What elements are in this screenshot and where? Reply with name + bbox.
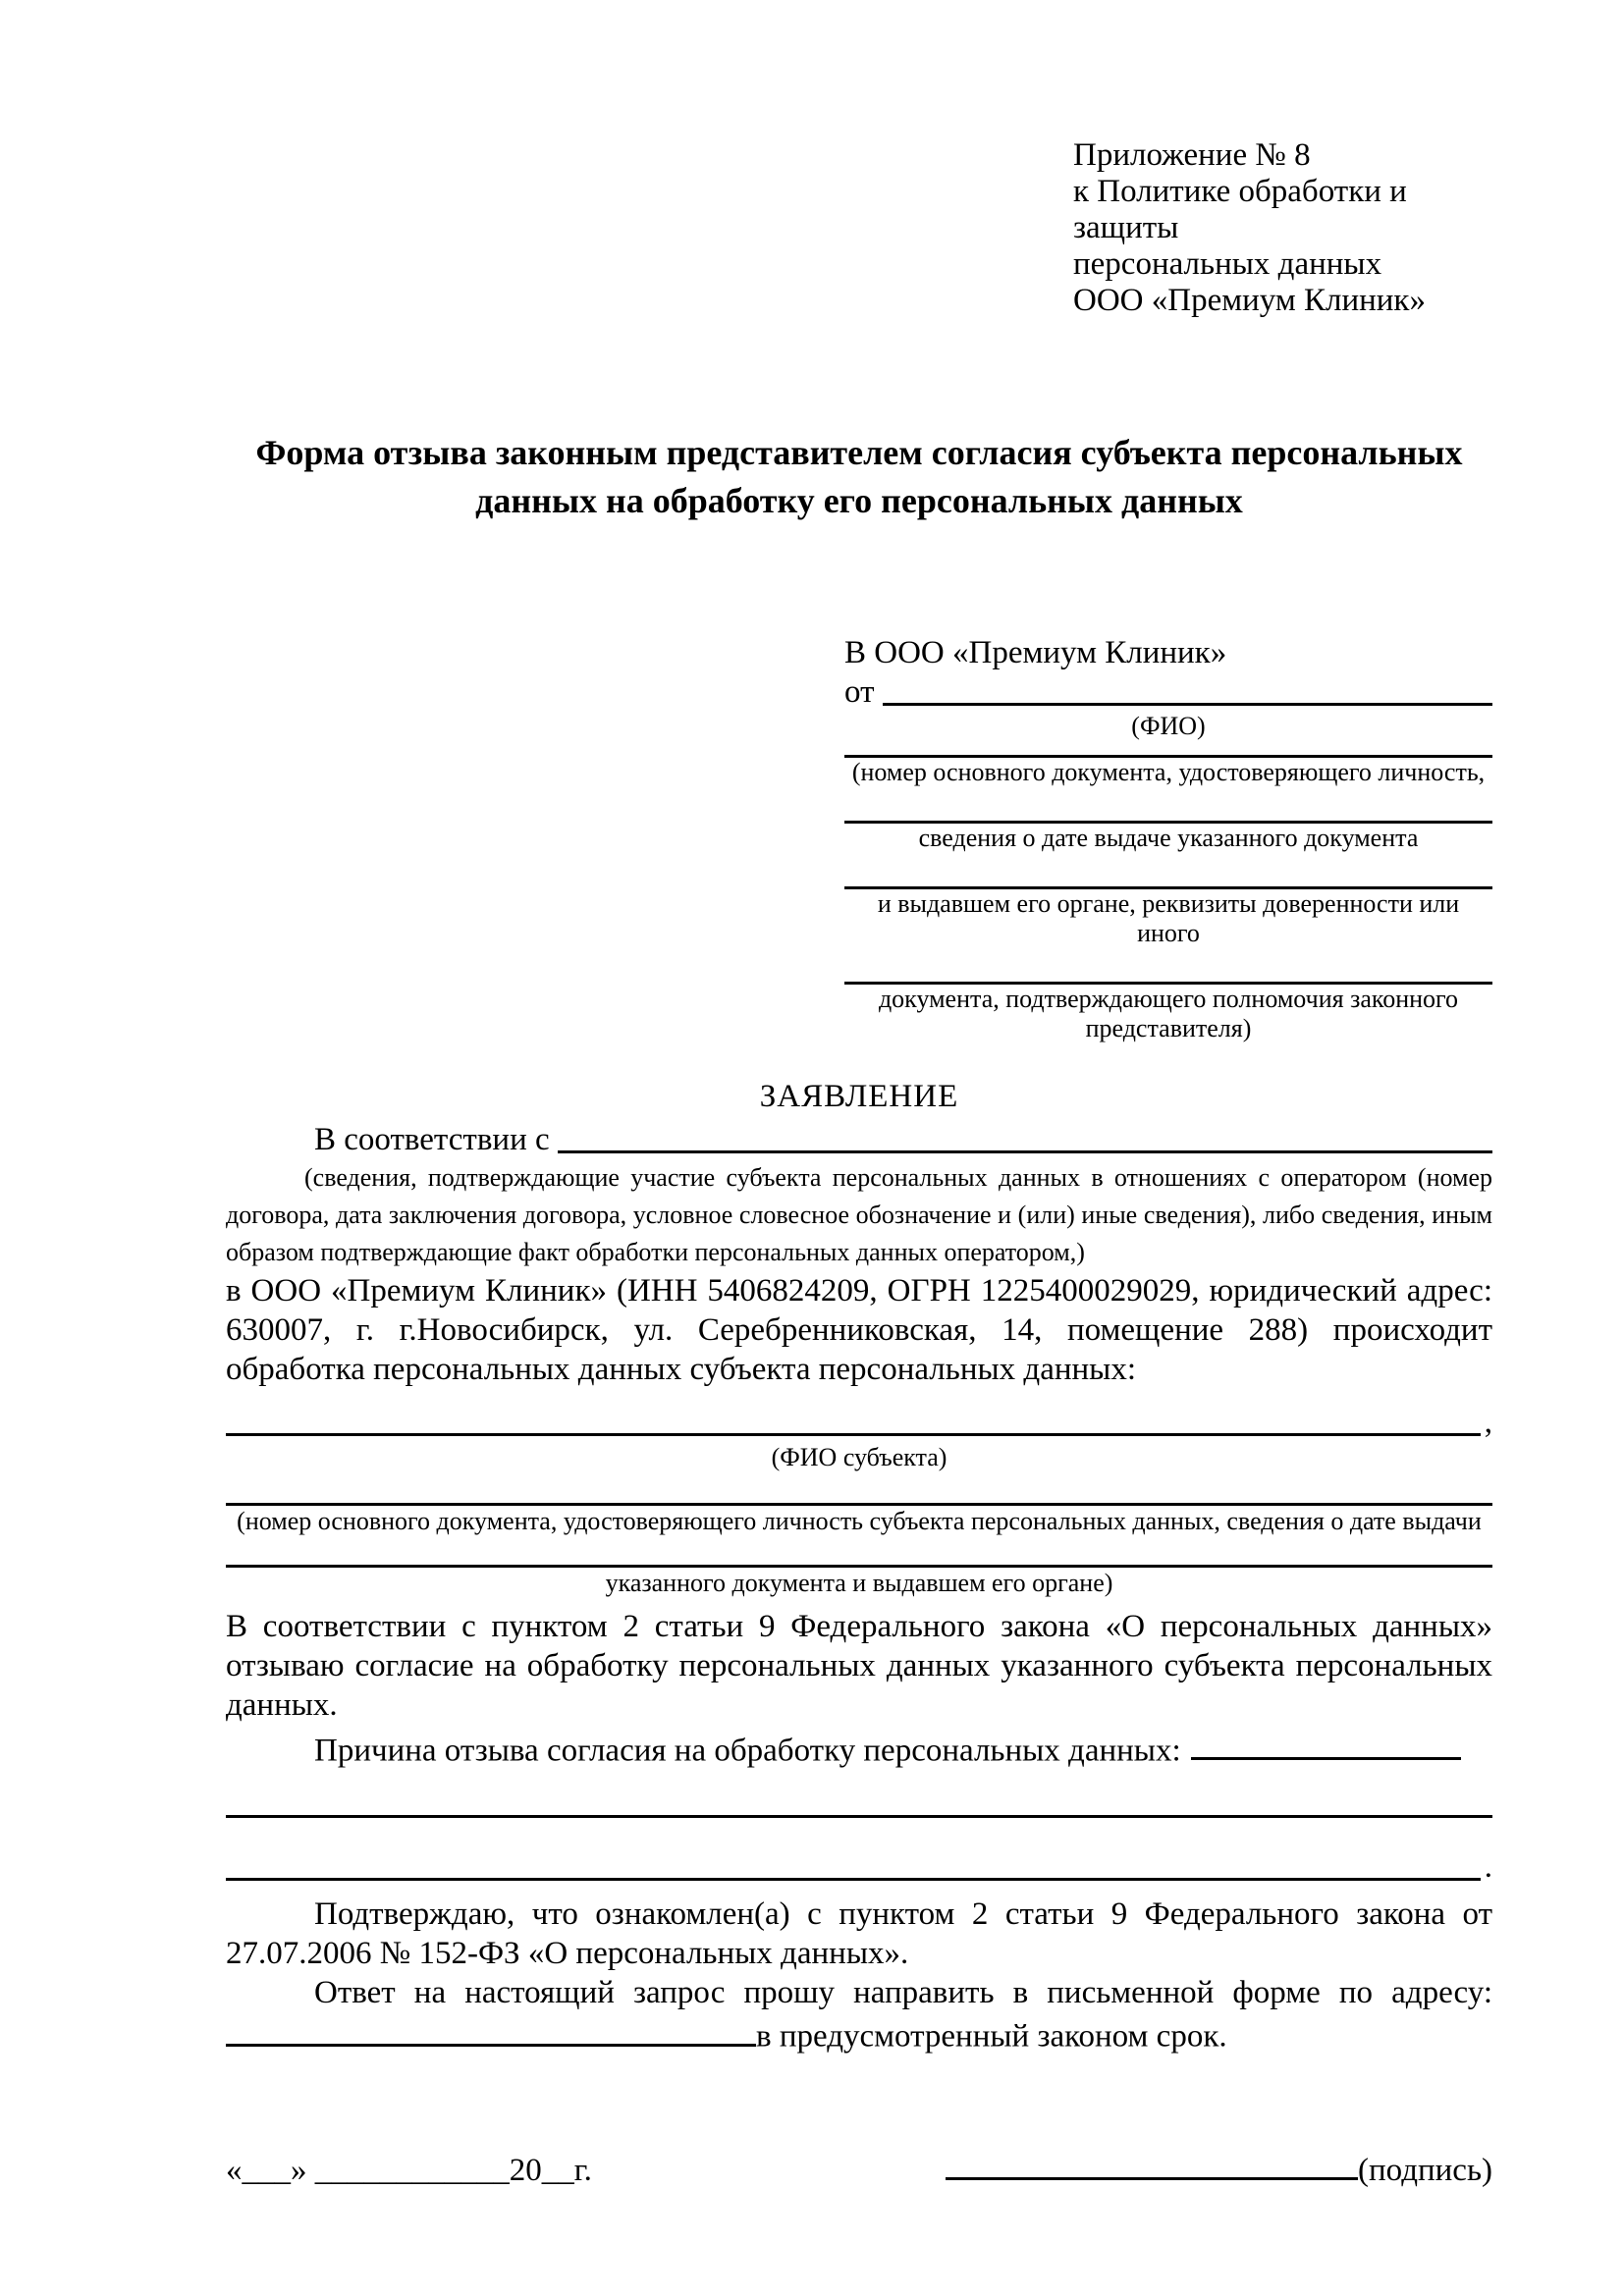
intro-caption: (сведения, подтверждающие участие субъекта персональных данных в отношениях с оператором (номер договора, дата заключения договора, условное словесное обозначение и (или) иные сведения), либо сведения, иным образом подтверждающие факт обработки персональных данных оператором,) [226, 1163, 1492, 1266]
operator-paragraph: в ООО «Премиум Клиник» (ИНН 5406824209, ОГРН 1225400029029, юридический адрес: 630007, г. г.Новосибирск, ул. Серебренниковская, 14, помещение 288) происходит обработка персональных данных субъекта персональных данных: [226, 1273, 1492, 1387]
reply-suffix: в предусмотренный законом срок. [756, 2018, 1227, 2055]
confirm-paragraph: Подтверждаю, что ознакомлен(а) с пунктом 2 статьи 9 Федерального закона от 27.07.2006 № 152-ФЗ «О персональных данных». [226, 1896, 1492, 1972]
from-row [844, 672, 1492, 712]
reason-answer-blank-line [226, 1815, 1492, 1818]
reason-answer-row [226, 1847, 1492, 1887]
appendix-line-1: Приложение № 8 [1073, 137, 1311, 173]
subject-doc-caption-2: указанного документа и выдавшем его органе) [605, 1569, 1113, 1597]
addressee-block [844, 633, 1492, 1043]
subject-fio-caption: (ФИО субъекта) [771, 1443, 947, 1471]
statement-heading: ЗАЯВЛЕНИЕ [759, 1079, 959, 1114]
representative-doc-caption-3: и выдавшем его органе, реквизиты доверенности или иного [877, 889, 1460, 947]
fio-blank-line [883, 672, 1493, 706]
intro-blank-line [558, 1120, 1492, 1153]
representative-doc-caption-4: документа, подтверждающего полномочия законного представителя) [878, 985, 1459, 1042]
subject-comma: , [1484, 1405, 1492, 1440]
appendix-line-4: ООО «Премиум Клиник» [1073, 283, 1426, 318]
fio-caption: (ФИО) [1131, 712, 1206, 740]
signature-caption: (подпись) [1358, 2153, 1492, 2189]
answer-period: . [1484, 1849, 1492, 1886]
subject-name-blank-line [226, 1403, 1481, 1436]
reason-row [226, 1727, 1492, 1770]
signature-group [946, 2147, 1492, 2190]
representative-doc-caption-2: сведения о дате выдаче указанного документа [918, 824, 1419, 852]
representative-doc-caption-1: (номер основного документа, удостоверяющего личность, [851, 758, 1486, 786]
document-title: Форма отзыва законным представителем согласия субъекта персональных данных на обработку его персональных данных [255, 433, 1463, 520]
appendix-block [1073, 137, 1492, 319]
intro-row [226, 1120, 1492, 1159]
reason-label: Причина отзыва согласия на обработку персональных данных: [314, 1733, 1181, 1769]
appendix-line-2: к Политике обработки и защиты [1073, 174, 1407, 245]
reply-address-row [226, 2012, 1492, 2056]
reply-address-blank-line [226, 2012, 756, 2046]
reply-paragraph-line: Ответ на настоящий запрос прошу направить в письменной форме по адресу: [314, 1975, 1492, 2011]
reason-answer-blank-line [226, 1847, 1481, 1881]
addressee-to: В ООО «Премиум Клиник» [844, 635, 1227, 670]
signature-blank-line [946, 2147, 1358, 2180]
date-line: «___» ____________20__г. [226, 2153, 592, 2189]
withdrawal-paragraph: В соответствии с пунктом 2 статьи 9 Федерального закона «О персональных данных» отзываю согласие на обработку персональных данных указанного субъекта персональных данных. [226, 1609, 1492, 1723]
subject-doc-caption-1: (номер основного документа, удостоверяющего личность субъекта персональных данных, сведения о дате выдачи [237, 1507, 1482, 1535]
reason-blank-line [1191, 1727, 1461, 1760]
subject-name-row [226, 1403, 1492, 1442]
footer-row [226, 2147, 1492, 2190]
appendix-line-3: персональных данных [1073, 246, 1382, 282]
from-label: от [844, 674, 875, 710]
intro-prefix: В соответствии с [314, 1122, 550, 1157]
